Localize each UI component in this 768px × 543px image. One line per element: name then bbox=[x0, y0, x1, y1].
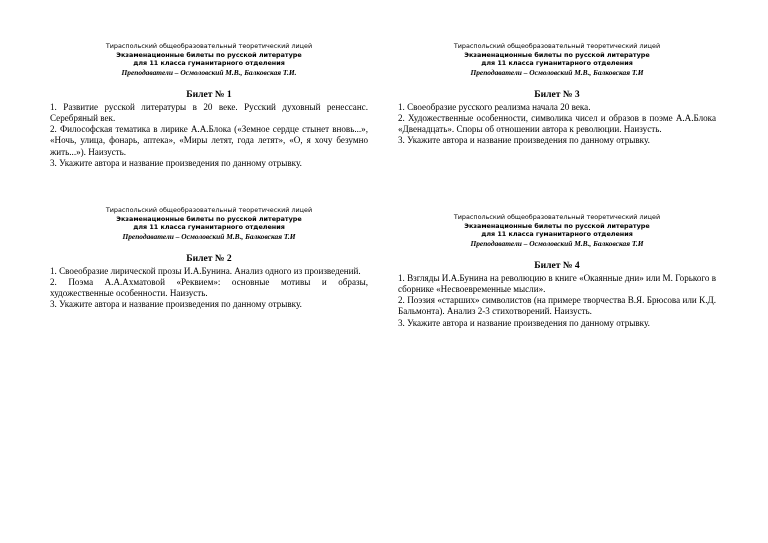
question-3: 3. Укажите автора и название произведения по данному отрывку. bbox=[398, 135, 650, 146]
teachers-line: Преподаватели – Осмоловский М.В., Балковская Т.И. bbox=[121, 67, 297, 77]
class-subtitle: для 11 класса гуманитарного отделения bbox=[133, 59, 285, 68]
teachers-line: Преподаватели – Осмоловский М.В., Балковская Т.И bbox=[122, 231, 296, 241]
class-subtitle: для 11 класса гуманитарного отделения bbox=[481, 59, 633, 68]
ticket-number: Билет № 2 bbox=[186, 252, 232, 264]
question-2: 2. Поэма А.А.Ахматовой «Реквием»: основные мотивы и образы, художественные особенности. Наизусть. bbox=[50, 276, 368, 299]
ticket-questions bbox=[50, 102, 368, 169]
ticket-number: Билет № 4 bbox=[534, 259, 580, 271]
ticket-header bbox=[398, 213, 716, 248]
ticket-4 bbox=[398, 213, 716, 329]
ticket-header bbox=[398, 42, 716, 77]
question-1: 1. Взгляды И.А.Бунина на революцию в книге «Окаянные дни» или М. Горького в сборнике «Несвоевременные мысли». bbox=[398, 272, 717, 294]
ticket-header bbox=[50, 206, 368, 241]
ticket-questions bbox=[50, 266, 368, 311]
question-3: 3. Укажите автора и название произведения по данному отрывку. bbox=[398, 317, 650, 328]
teachers-line: Преподаватели – Осмоловский М.В., Балковская Т.И bbox=[470, 67, 644, 77]
exam-title: Экзаменационные билеты по русской литературе bbox=[464, 221, 650, 230]
question-3: 3. Укажите автора и название произведения по данному отрывку. bbox=[50, 299, 302, 310]
ticket-number: Билет № 1 bbox=[186, 88, 232, 100]
ticket-questions bbox=[398, 273, 716, 329]
ticket-3 bbox=[398, 42, 716, 147]
school-name: Тираспольский общеобразовательный теоретический лицей bbox=[453, 213, 661, 221]
question-2: 2. Художественные особенности, символика чисел и образов в поэме А.А.Блока «Двенадцать». Споры об отношении автора к революции. Наизусть. bbox=[398, 112, 716, 135]
school-name: Тираспольский общеобразовательный теоретический лицей bbox=[105, 42, 313, 50]
ticket-1 bbox=[50, 42, 368, 169]
ticket-2 bbox=[50, 206, 368, 311]
question-1: 1. Своеобразие русского реализма начала 20 века. bbox=[398, 101, 591, 112]
question-1: 1. Своеобразие лирической прозы И.А.Бунина. Анализ одного из произведений. bbox=[50, 265, 361, 276]
class-subtitle: для 11 класса гуманитарного отделения bbox=[481, 230, 633, 239]
ticket-header bbox=[50, 42, 368, 77]
ticket-questions bbox=[398, 102, 716, 147]
teachers-line: Преподаватели – Осмоловский М.В., Балковская Т.И bbox=[470, 238, 644, 248]
exam-title: Экзаменационные билеты по русской литературе bbox=[116, 50, 302, 59]
question-2: 2. Философская тематика в лирике А.А.Блока («Земное сердце стынет вновь...», «Ночь, улица, фонарь, аптека», «Миры летят, года летят», «О, я хочу безумно жить...»). Наизусть. bbox=[50, 124, 368, 157]
ticket-number: Билет № 3 bbox=[534, 88, 580, 100]
school-name: Тираспольский общеобразовательный теоретический лицей bbox=[453, 42, 661, 50]
class-subtitle: для 11 класса гуманитарного отделения bbox=[133, 223, 285, 232]
question-1: 1. Развитие русской литературы в 20 веке. Русский духовный ренессанс. Серебряный век. bbox=[50, 101, 368, 123]
question-2: 2. Поэзия «старших» символистов (на примере творчества В.Я. Брюсова или К.Д. Бальмонта). Анализ 2-3 стихотворений. Наизусть. bbox=[398, 295, 716, 317]
school-name: Тираспольский общеобразовательный теоретический лицей bbox=[105, 206, 313, 214]
question-3: 3. Укажите автора и название произведения по данному отрывку. bbox=[50, 157, 302, 168]
exam-title: Экзаменационные билеты по русской литературе bbox=[464, 50, 650, 59]
exam-title: Экзаменационные билеты по русской литературе bbox=[116, 214, 302, 223]
